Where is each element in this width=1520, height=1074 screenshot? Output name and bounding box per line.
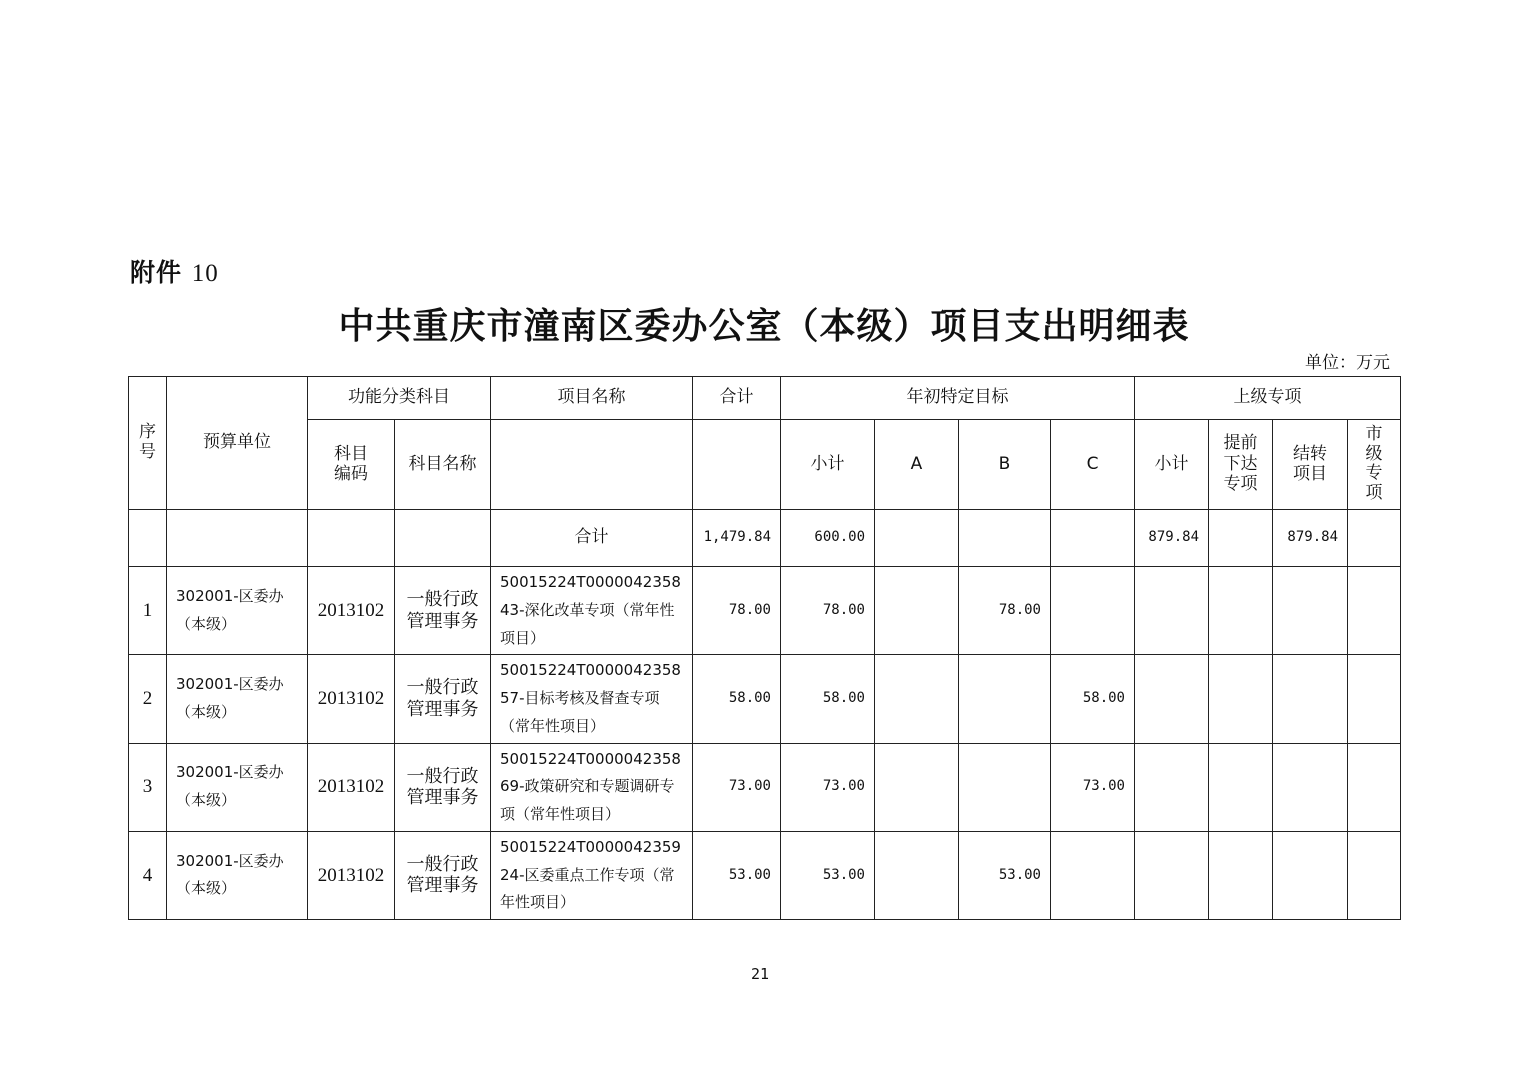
total-row-label: 合计 <box>491 510 693 567</box>
row-subject-code: 2013102 <box>308 655 395 743</box>
total-row-carryover: 879.84 <box>1273 510 1348 567</box>
header-subject-name: 科目名称 <box>395 420 491 510</box>
header-seq: 序号 <box>129 377 167 510</box>
header-project-name-blank <box>491 420 693 510</box>
row-subject-code: 2013102 <box>308 743 395 831</box>
page-number: 21 <box>750 965 770 983</box>
row-seq: 2 <box>129 655 167 743</box>
header-superior-subtotal: 小计 <box>1135 420 1209 510</box>
header-col-a: A <box>875 420 959 510</box>
row-col-c <box>1051 567 1135 655</box>
header-subject-code: 科目编码 <box>308 420 395 510</box>
row-total: 53.00 <box>693 831 781 919</box>
row-budget-unit: 302001-区委办（本级） <box>167 567 308 655</box>
row-subject-code: 2013102 <box>308 831 395 919</box>
row-annual-subtotal: 78.00 <box>781 567 875 655</box>
row-budget-unit: 302001-区委办（本级） <box>167 743 308 831</box>
header-row-1 <box>129 377 1401 420</box>
header-carryover: 结转项目 <box>1273 420 1348 510</box>
unit-note: 单位：万元 <box>1305 353 1390 373</box>
row-total: 58.00 <box>693 655 781 743</box>
header-col-b: B <box>959 420 1051 510</box>
row-project-name: 50015224T000004235857-目标考核及督查专项（常年性项目） <box>491 655 693 743</box>
header-budget-unit: 预算单位 <box>167 377 308 510</box>
row-col-a <box>875 655 959 743</box>
row-budget-unit: 302001-区委办（本级） <box>167 831 308 919</box>
attachment-label <box>130 253 219 289</box>
row-subject-code: 2013102 <box>308 567 395 655</box>
attachment-label-text: 附件 <box>130 258 183 287</box>
row-col-a <box>875 567 959 655</box>
table-row <box>129 655 1401 743</box>
row-col-c: 58.00 <box>1051 655 1135 743</box>
row-project-name: 50015224T000004235843-深化改革专项（常年性项目） <box>491 567 693 655</box>
row-col-a <box>875 743 959 831</box>
row-col-c: 73.00 <box>1051 743 1135 831</box>
header-annual-subtotal: 小计 <box>781 420 875 510</box>
row-col-b <box>959 743 1051 831</box>
header-row-2 <box>129 420 1401 510</box>
row-col-b <box>959 655 1051 743</box>
row-seq: 1 <box>129 567 167 655</box>
header-total: 合计 <box>693 377 781 420</box>
row-annual-subtotal: 58.00 <box>781 655 875 743</box>
total-row-total: 1,479.84 <box>693 510 781 567</box>
header-total-blank <box>693 420 781 510</box>
total-row-superior-subtotal: 879.84 <box>1135 510 1209 567</box>
row-subject-name: 一般行政管理事务 <box>395 567 491 655</box>
header-annual-target: 年初特定目标 <box>781 377 1135 420</box>
header-superior: 上级专项 <box>1135 377 1401 420</box>
row-col-b: 53.00 <box>959 831 1051 919</box>
table-row <box>129 567 1401 655</box>
row-project-name: 50015224T000004235924-区委重点工作专项（常年性项目） <box>491 831 693 919</box>
header-project-name: 项目名称 <box>491 377 693 420</box>
row-subject-name: 一般行政管理事务 <box>395 743 491 831</box>
row-total: 78.00 <box>693 567 781 655</box>
row-subject-name: 一般行政管理事务 <box>395 831 491 919</box>
page-title: 中共重庆市潼南区委办公室（本级）项目支出明细表 <box>338 305 1190 347</box>
header-col-c: C <box>1051 420 1135 510</box>
row-col-b: 78.00 <box>959 567 1051 655</box>
header-advance: 提前下达专项 <box>1209 420 1273 510</box>
row-seq: 3 <box>129 743 167 831</box>
table-row <box>129 743 1401 831</box>
header-func-class: 功能分类科目 <box>308 377 491 420</box>
table-row <box>129 831 1401 919</box>
expenditure-detail-table <box>128 376 1401 920</box>
total-row-annual-subtotal: 600.00 <box>781 510 875 567</box>
row-project-name: 50015224T000004235869-政策研究和专题调研专项（常年性项目） <box>491 743 693 831</box>
row-seq: 4 <box>129 831 167 919</box>
row-budget-unit: 302001-区委办（本级） <box>167 655 308 743</box>
row-total: 73.00 <box>693 743 781 831</box>
row-subject-name: 一般行政管理事务 <box>395 655 491 743</box>
row-col-c <box>1051 831 1135 919</box>
total-row <box>129 510 1401 567</box>
attachment-number: 10 <box>191 260 219 287</box>
header-municipal: 市级专项 <box>1348 420 1401 510</box>
row-annual-subtotal: 53.00 <box>781 831 875 919</box>
row-annual-subtotal: 73.00 <box>781 743 875 831</box>
row-col-a <box>875 831 959 919</box>
